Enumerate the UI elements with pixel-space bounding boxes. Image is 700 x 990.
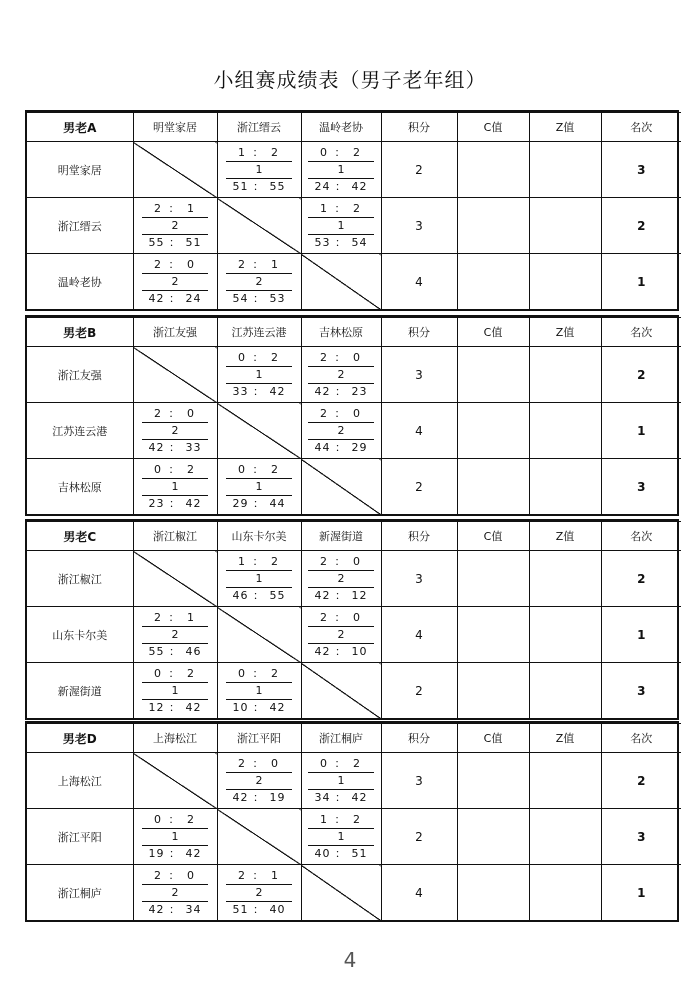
match-score [308,812,374,862]
table-row [27,142,681,198]
rank-value: 2 [601,551,681,607]
column-header: 温岭老协 [301,113,381,142]
group-name: 男老B [27,318,133,347]
match-result-cell [133,865,217,921]
match-games: 0 ： 2 [226,462,292,479]
group-name: 男老A [27,113,133,142]
match-result-cell [301,142,381,198]
group-name: 男老C [27,522,133,551]
rank-value: 3 [601,459,681,515]
match-games: 2 ： 0 [308,610,374,627]
match-games: 1 ： 2 [226,145,292,162]
match-result-cell [301,198,381,254]
c-value [457,459,529,515]
team-name: 浙江桐庐 [27,865,133,921]
match-games: 2 ： 1 [142,610,208,627]
self-match-cell [217,198,301,254]
column-header: 名次 [601,318,681,347]
match-games: 2 ： 0 [308,554,374,571]
table-row [27,663,681,719]
z-value [529,607,601,663]
c-value [457,347,529,403]
rank-value: 3 [601,142,681,198]
match-points: 1 [226,162,292,179]
match-games: 0 ： 2 [226,666,292,683]
column-header: 浙江友强 [133,318,217,347]
match-ratio: 34 ： 42 [314,790,368,804]
match-points: 2 [142,274,208,291]
match-points: 1 [226,367,292,384]
match-points: 1 [142,829,208,846]
match-score [226,756,292,806]
table-row [27,607,681,663]
match-ratio: 46 ： 55 [232,588,286,602]
match-points: 1 [142,479,208,496]
match-ratio: 55 ： 46 [148,644,202,658]
column-header: 吉林松原 [301,318,381,347]
team-name: 浙江缙云 [27,198,133,254]
c-value [457,607,529,663]
match-score [142,406,208,456]
match-score [226,666,292,716]
match-games: 1 ： 2 [308,812,374,829]
table-row [27,753,681,809]
match-games: 0 ： 2 [226,350,292,367]
self-match-cell [301,865,381,921]
match-result-cell [217,663,301,719]
match-ratio: 42 ： 12 [314,588,368,602]
match-result-cell [301,753,381,809]
match-score [308,610,374,660]
z-value [529,753,601,809]
rank-value: 1 [601,865,681,921]
self-match-cell [133,753,217,809]
team-name: 山东卡尔美 [27,607,133,663]
page-title: 小组赛成绩表（男子老年组） [213,68,487,92]
column-header: 积分 [381,318,457,347]
match-result-cell [133,663,217,719]
match-score [308,350,374,400]
match-result-cell [217,551,301,607]
match-points: 2 [142,423,208,440]
total-score: 3 [381,753,457,809]
z-value [529,254,601,310]
group-table [25,315,679,516]
team-name: 浙江椒江 [27,551,133,607]
match-points: 1 [308,773,374,790]
column-header: Z值 [529,318,601,347]
match-result-cell [133,607,217,663]
group-table [25,110,679,311]
match-points: 1 [226,683,292,700]
rank-value: 2 [601,753,681,809]
match-points: 2 [308,367,374,384]
self-match-cell [133,551,217,607]
rank-value: 2 [601,198,681,254]
match-games: 0 ： 2 [308,145,374,162]
self-match-cell [301,459,381,515]
match-games: 0 ： 2 [142,812,208,829]
match-score [142,610,208,660]
column-header: 积分 [381,522,457,551]
match-ratio: 54 ： 53 [232,291,286,305]
c-value [457,663,529,719]
match-result-cell [217,142,301,198]
match-points: 2 [226,773,292,790]
column-header: 浙江缙云 [217,113,301,142]
self-match-cell [301,254,381,310]
total-score: 4 [381,254,457,310]
c-value [457,198,529,254]
match-ratio: 42 ： 10 [314,644,368,658]
z-value [529,809,601,865]
self-match-cell [301,663,381,719]
match-ratio: 40 ： 51 [314,846,368,860]
c-value [457,142,529,198]
column-header: 江苏连云港 [217,318,301,347]
match-ratio: 19 ： 42 [148,846,202,860]
match-games: 2 ： 0 [308,406,374,423]
match-points: 2 [142,885,208,902]
match-result-cell [217,865,301,921]
table-row [27,809,681,865]
match-score [142,462,208,512]
match-games: 2 ： 0 [142,406,208,423]
match-points: 1 [226,571,292,588]
match-score [226,554,292,604]
rank-value: 1 [601,607,681,663]
match-result-cell [133,809,217,865]
match-score [142,868,208,918]
c-value [457,254,529,310]
match-ratio: 42 ： 23 [314,384,368,398]
z-value [529,403,601,459]
match-points: 1 [308,829,374,846]
z-value [529,865,601,921]
table-row [27,459,681,515]
column-header: C值 [457,522,529,551]
team-name: 江苏连云港 [27,403,133,459]
total-score: 2 [381,459,457,515]
self-match-cell [217,809,301,865]
match-games: 2 ： 1 [226,257,292,274]
total-score: 4 [381,403,457,459]
column-header: 浙江桐庐 [301,724,381,753]
z-value [529,142,601,198]
match-result-cell [301,607,381,663]
team-name: 明堂家居 [27,142,133,198]
match-ratio: 51 ： 55 [232,179,286,193]
match-ratio: 42 ： 34 [148,902,202,916]
match-score [226,257,292,307]
rank-value: 1 [601,403,681,459]
match-score [226,145,292,195]
match-score [142,257,208,307]
self-match-cell [133,142,217,198]
c-value [457,865,529,921]
column-header: 积分 [381,724,457,753]
match-points: 1 [308,218,374,235]
column-header: 明堂家居 [133,113,217,142]
z-value [529,663,601,719]
total-score: 3 [381,551,457,607]
total-score: 3 [381,347,457,403]
column-header: 名次 [601,724,681,753]
column-header: 浙江椒江 [133,522,217,551]
match-points: 1 [308,162,374,179]
column-header: C值 [457,113,529,142]
match-points: 1 [142,683,208,700]
match-points: 2 [226,274,292,291]
match-result-cell [133,403,217,459]
match-points: 2 [308,571,374,588]
match-result-cell [133,198,217,254]
match-ratio: 51 ： 40 [232,902,286,916]
match-score [308,201,374,251]
match-ratio: 33 ： 42 [232,384,286,398]
match-score [142,201,208,251]
c-value [457,753,529,809]
column-header: Z值 [529,113,601,142]
column-header: 上海松江 [133,724,217,753]
match-games: 1 ： 2 [308,201,374,218]
table-row [27,254,681,310]
match-games: 2 ： 1 [226,868,292,885]
match-result-cell [217,753,301,809]
match-games: 0 ： 2 [308,756,374,773]
match-ratio: 24 ： 42 [314,179,368,193]
match-games: 2 ： 0 [308,350,374,367]
c-value [457,551,529,607]
match-result-cell [301,347,381,403]
column-header: 新渥街道 [301,522,381,551]
match-ratio: 55 ： 51 [148,235,202,249]
rank-value: 2 [601,347,681,403]
column-header: Z值 [529,522,601,551]
match-result-cell [301,403,381,459]
match-points: 2 [142,218,208,235]
team-name: 上海松江 [27,753,133,809]
z-value [529,347,601,403]
match-games: 2 ： 0 [226,756,292,773]
self-match-cell [217,607,301,663]
match-ratio: 10 ： 42 [232,700,286,714]
column-header: C值 [457,724,529,753]
column-header: 名次 [601,113,681,142]
match-ratio: 23 ： 42 [148,496,202,510]
total-score: 2 [381,809,457,865]
table-row [27,551,681,607]
table-row [27,198,681,254]
group-table [25,519,679,720]
total-score: 2 [381,142,457,198]
match-score [308,756,374,806]
self-match-cell [217,403,301,459]
team-name: 浙江平阳 [27,809,133,865]
table-row [27,865,681,921]
match-ratio: 42 ： 24 [148,291,202,305]
match-ratio: 12 ： 42 [148,700,202,714]
match-result-cell [217,459,301,515]
team-name: 浙江友强 [27,347,133,403]
total-score: 3 [381,198,457,254]
rank-value: 3 [601,809,681,865]
match-score [308,145,374,195]
team-name: 新渥街道 [27,663,133,719]
page-number: 4 [343,948,357,972]
z-value [529,459,601,515]
match-score [142,812,208,862]
match-ratio: 29 ： 44 [232,496,286,510]
match-result-cell [301,551,381,607]
match-games: 0 ： 2 [142,462,208,479]
z-value [529,551,601,607]
match-score [226,462,292,512]
self-match-cell [133,347,217,403]
match-score [308,554,374,604]
match-games: 2 ： 0 [142,868,208,885]
table-row [27,403,681,459]
match-result-cell [133,254,217,310]
z-value [529,198,601,254]
match-games: 0 ： 2 [142,666,208,683]
match-points: 2 [308,627,374,644]
match-score [308,406,374,456]
match-result-cell [301,809,381,865]
column-header: 山东卡尔美 [217,522,301,551]
match-result-cell [217,347,301,403]
match-ratio: 44 ： 29 [314,440,368,454]
total-score: 4 [381,865,457,921]
match-score [226,350,292,400]
match-ratio: 42 ： 33 [148,440,202,454]
column-header: Z值 [529,724,601,753]
total-score: 2 [381,663,457,719]
rank-value: 3 [601,663,681,719]
rank-value: 1 [601,254,681,310]
match-games: 1 ： 2 [226,554,292,571]
team-name: 温岭老协 [27,254,133,310]
match-points: 2 [142,627,208,644]
match-ratio: 53 ： 54 [314,235,368,249]
match-points: 2 [308,423,374,440]
c-value [457,403,529,459]
match-score [226,868,292,918]
match-score [142,666,208,716]
column-header: 积分 [381,113,457,142]
match-games: 2 ： 0 [142,257,208,274]
match-result-cell [217,254,301,310]
column-header: 名次 [601,522,681,551]
match-points: 2 [226,885,292,902]
match-games: 2 ： 1 [142,201,208,218]
column-header: 浙江平阳 [217,724,301,753]
match-ratio: 42 ： 19 [232,790,286,804]
team-name: 吉林松原 [27,459,133,515]
table-row [27,347,681,403]
group-name: 男老D [27,724,133,753]
match-points: 1 [226,479,292,496]
total-score: 4 [381,607,457,663]
c-value [457,809,529,865]
group-table [25,721,679,922]
match-result-cell [133,459,217,515]
column-header: C值 [457,318,529,347]
